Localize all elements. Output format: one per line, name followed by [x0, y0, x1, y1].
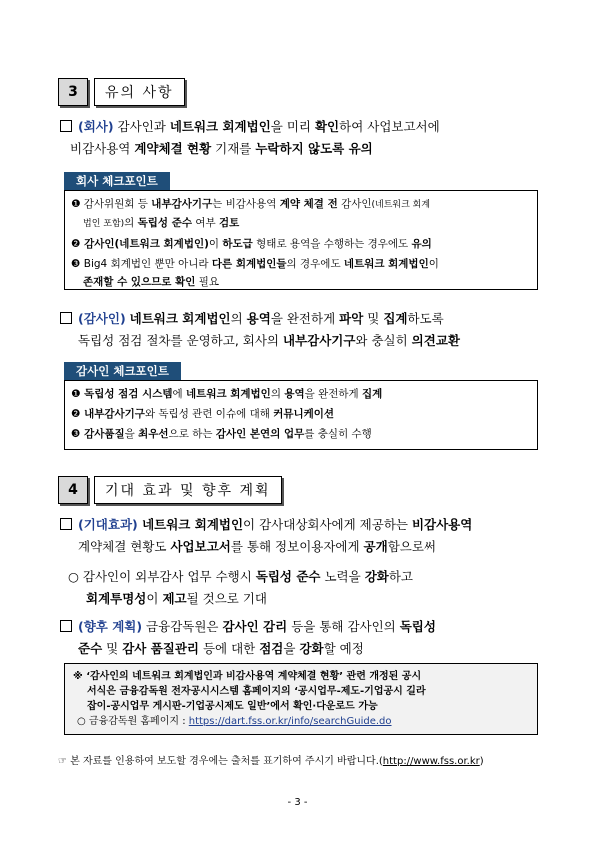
auditor-checkpoint-item-1: ❶ 독립성 점검 시스템에 네트워크 회계법인의 용역을 완전하게 집계: [71, 388, 383, 400]
checkbox-bullet-icon: [60, 518, 72, 530]
company-checkpoint-item-3: ❸ Big4 회계법인 뿐만 아니라 다른 회계법인들의 경우에도 네트워크 회계법인이 존재할 수 있으므로 확인 필요: [71, 258, 439, 288]
disclosure-note-box: ※ ‘감사인의 네트워크 회계법인과 비감사용역 계약체결 현황’ 관련 개정된 공시 서식은 금융감독원 전자공시시스템 홈페이지의 ‘공시업무-제도-기업공시 길라 잡이-공시업무 게시판-기업공시제도 일반’에서 확인·다운로드 가능 ○ 금융감독원 홈페이지 : https://dart.fss.or.kr/info/searchGuide.do: [64, 663, 538, 735]
section-3-paragraph-auditor: (감사인) 네트워크 회계법인의 용역을 완전하게 파악 및 집계하도록 독립성 점검 절차를 운영하고, 회사의 내부감사기구와 충실히 의견교환: [60, 308, 540, 352]
checkbox-bullet-icon: [60, 120, 72, 132]
section-4-number: 4: [58, 476, 88, 504]
checkbox-bullet-icon: [60, 312, 72, 324]
auditor-checkpoint-item-2: ❷ 내부감사기구와 독립성 관련 이슈에 대해 커뮤니케이션: [71, 408, 335, 420]
section-3-header: [58, 78, 185, 106]
section-3-title: 유의 사항: [94, 78, 185, 106]
company-checkpoint-box: [64, 190, 538, 290]
company-checkpoint-item-2: ❷ 감사인(네트워크 회계법인)이 하도급 형태로 용역을 수행하는 경우에도 유의: [71, 238, 432, 250]
section-4-paragraph-expected: (기대효과) 네트워크 회계법인이 감사대상회사에게 제공하는 비감사용역 계약체결 현황도 사업보고서를 통해 정보이용자에게 공개함으로써: [60, 514, 540, 558]
fss-website-link[interactable]: http://www.fss.or.kr: [382, 756, 480, 767]
auditor-checkpoint-item-3: ❸ 감사품질을 최우선으로 하는 감사인 본연의 업무를 충실히 수행: [71, 428, 372, 440]
section-3-paragraph-company: (회사) 감사인과 네트워크 회계법인을 미리 확인하여 사업보고서에 비감사용역 계약체결 현황 기재를 누락하지 않도록 유의: [60, 116, 540, 160]
section-4-header: [58, 476, 282, 504]
section-4-paragraph-plan: (향후 계획) 금융감독원은 감사인 감리 등을 통해 감사인의 독립성 준수 및 감사 품질관리 등에 대한 점검을 강화할 예정: [60, 616, 540, 660]
checkbox-bullet-icon: [60, 620, 72, 632]
section-4-sub-bullet: ○ 감사인이 외부감사 업무 수행시 독립성 준수 노력을 강화하고 회계투명성이 제고될 것으로 기대: [68, 569, 413, 606]
auditor-checkpoint-tab: 감사인 체크포인트: [64, 362, 181, 380]
company-checkpoint-item-1: ❶ 감사위원회 등 내부감사기구는 비감사용역 계약 체결 전 감사인(네트워크 회계 법인 포함)의 독립성 준수 여부 검토: [71, 198, 431, 229]
section-3-number: 3: [58, 78, 88, 106]
dart-guide-link[interactable]: https://dart.fss.or.kr/info/searchGuide.do: [188, 716, 392, 727]
auditor-checkpoint-box: [64, 380, 538, 450]
company-checkpoint-tab: 회사 체크포인트: [64, 172, 170, 190]
page-number: - 3 -: [287, 797, 308, 808]
pointing-hand-icon: ☞: [58, 756, 67, 767]
section-4-title: 기대 효과 및 향후 계획: [94, 476, 282, 504]
citation-note: ☞ 본 자료를 인용하여 보도할 경우에는 출처를 표기하여 주시기 바랍니다.(http://www.fss.or.kr): [58, 756, 484, 767]
